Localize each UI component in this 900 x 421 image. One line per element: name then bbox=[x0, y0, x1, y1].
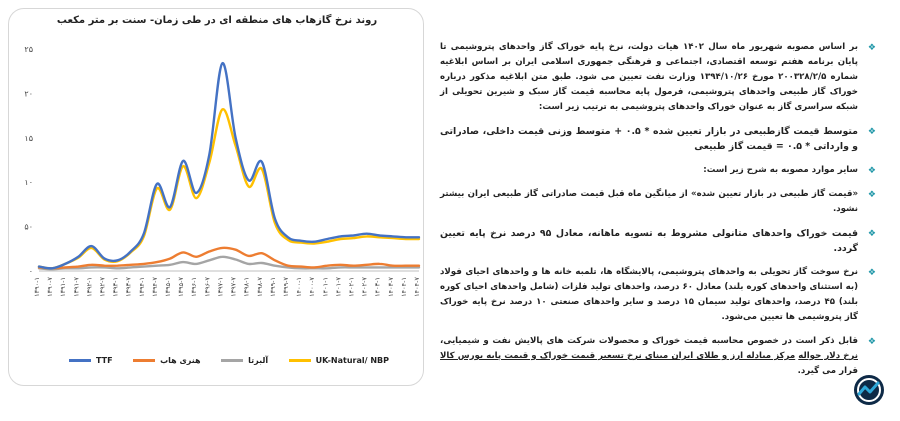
line-chart bbox=[9, 9, 425, 387]
legend-swatch-nbp bbox=[289, 359, 311, 362]
legend-item-nbp bbox=[289, 356, 389, 365]
underlined-text: مرکز مبادله ارز و طلای ایران مبنای نرخ تسعیر قیمت خوراک و قیمت پایه بورس کالا bbox=[440, 351, 796, 361]
legend-item-alberta bbox=[221, 356, 268, 365]
legend-swatch-alberta bbox=[221, 359, 243, 362]
x-tick-label: ۱۳۹۲-۱ bbox=[85, 277, 94, 297]
x-tick-label: ۱۳۹۷-۱ bbox=[216, 277, 225, 297]
x-tick-label: ۱۳۹۹-۷ bbox=[281, 277, 290, 297]
chart-title: روند نرخ گازهاب های منطقه ای در طی زمان- سنت بر متر مکعب bbox=[56, 15, 378, 26]
formula-text: متوسط قیمت گازطبیعی در بازار تعیین شده * ۰.۵ + متوسط وزنی قیمت داخلی، صادراتی و وارداتی * ۰.۵ = قیمت گاز طبیعی bbox=[440, 126, 858, 152]
x-tick-label: ۱۴۰۱-۱ bbox=[321, 277, 330, 297]
x-tick-label: ۱۳۹۷-۷ bbox=[229, 277, 238, 297]
legend-swatch-henry-hub bbox=[133, 359, 155, 362]
diamond-bullet-icon: ❖ bbox=[867, 190, 876, 200]
legend-item-ttf bbox=[69, 356, 113, 365]
paragraph-text: قابل ذکر است در خصوص محاسبه قیمت خوراک و محصولات شرکت های پالایش نفت و شیمیایی، bbox=[440, 336, 858, 346]
diamond-bullet-icon: ❖ bbox=[867, 229, 876, 239]
x-tick-label: ۱۳۹۶-۱ bbox=[190, 277, 199, 297]
paragraph-text: قیمت خوراک واحدهای متانولی مشروط به تسویه ماهانه، معادل ۹۵ درصد نرخ پایه تعیین گردد. bbox=[440, 228, 858, 254]
x-tick-label: ۱۴۰۳-۱ bbox=[373, 277, 382, 297]
chart-card bbox=[8, 8, 424, 386]
x-tick-label: ۱۳۹۱-۱ bbox=[59, 277, 68, 297]
y-tick-label: ۱۰ bbox=[24, 178, 33, 188]
legend-label-ttf: TTF bbox=[96, 356, 113, 365]
series-line-alberta bbox=[39, 257, 419, 269]
x-tick-label: ۱۳۹۱-۷ bbox=[72, 277, 81, 297]
x-tick-label: ۱۴۰۴-۷ bbox=[413, 277, 421, 297]
x-tick-label: ۱۳۹۸-۱ bbox=[242, 277, 251, 297]
paragraph-formula bbox=[440, 124, 876, 154]
paragraph-text: «قیمت گاز طبیعی در بازار تعیین شده» از میانگین ماه قبل قیمت صادراتی گاز طبیعی ایران بیشتر نشود. bbox=[440, 189, 858, 214]
paragraph-text: سایر موارد مصوبه به شرح زیر است: bbox=[703, 165, 858, 175]
legend-label-henry-hub: هنری هاب bbox=[160, 356, 201, 365]
diamond-bullet-icon: ❖ bbox=[867, 268, 876, 278]
diamond-bullet-icon: ❖ bbox=[867, 127, 876, 137]
y-tick-label: ۲۰ bbox=[24, 89, 33, 99]
company-logo-icon bbox=[853, 374, 885, 406]
y-tick-label: ۱۵ bbox=[24, 133, 33, 143]
policy-text bbox=[440, 40, 876, 388]
paragraph-text: بر اساس مصوبه شهریور ماه سال ۱۴۰۲ هیات دولت، نرخ پایه خوراک گاز واحدهای پتروشیمی تا پایان برنامه هفتم توسعه اقتصادی، اجتماعی و فرهنگی جمهوری اسلامی ایران بر اساس ابلاغیه شماره ۲۰۰۳۲۸/۲/۵ مورخ ۱۳۹۴/۱۰/۲۶ وزارت نفت تعیین می شود. طبق متن ابلاغیه مذکور درباره خوراک گاز طبیعی واحدهای پتروشیمی، فرمول پایه محاسبه قیمت گاز سبک و شیرین تحویلی از شبکه سراسری گاز به عنوان خوراک واحدهای پتروشیمی به ترتیب زیر است: bbox=[440, 42, 859, 112]
x-tick-label: ۱۴۰۲-۱ bbox=[347, 277, 356, 297]
paragraph-base-price bbox=[440, 40, 876, 115]
paragraph-other-items bbox=[440, 163, 876, 178]
x-tick-label: ۱۳۹۹-۱ bbox=[268, 277, 277, 297]
y-tick-label: ۰ bbox=[28, 267, 33, 276]
x-tick-label: ۱۳۹۵-۷ bbox=[177, 277, 186, 297]
legend-item-henry-hub bbox=[133, 356, 201, 365]
x-tick-label: ۱۳۹۵-۱ bbox=[164, 277, 173, 297]
x-tick-label: ۱۳۹۲-۷ bbox=[98, 277, 107, 297]
paragraph-text: نرخ سوخت گاز تحویلی به واحدهای پتروشیمی، پالایشگاه ها، تلمبه خانه ها و واحدهای احیای فولاد (به استثنای واحدهای کوره بلند) معادل ۶۰ درصد، واحدهای تولید فلزات (شامل واحدهای احیای کوره بلند) ۴۵ درصد، واحدهای تولید سیمان ۱۵ درصد و سایر واحدهای صنعتی ۱۰ درصد نرخ پایه خوراک گاز پتروشیمی ها تعیین می‌شود. bbox=[440, 267, 858, 322]
paragraph-methanol bbox=[440, 226, 876, 256]
x-tick-label: ۱۴۰۴-۱ bbox=[399, 277, 408, 297]
chart-legend bbox=[69, 356, 389, 365]
underlined-text: نرخ دلار حواله bbox=[798, 351, 858, 361]
legend-swatch-ttf bbox=[69, 359, 91, 362]
x-tick-label: ۱۳۹۴-۷ bbox=[150, 277, 159, 297]
legend-label-alberta: آلبرتا bbox=[248, 356, 269, 365]
x-tick-label: ۱۳۹۳-۱ bbox=[111, 277, 120, 297]
x-tick-label: ۱۳۹۰-۷ bbox=[46, 277, 55, 297]
x-tick-label: ۱۴۰۲-۷ bbox=[360, 277, 369, 297]
x-tick-label: ۱۳۹۴-۱ bbox=[137, 277, 146, 297]
x-tick-label: ۱۳۹۶-۷ bbox=[203, 277, 212, 297]
diamond-bullet-icon: ❖ bbox=[867, 337, 876, 347]
series-line-nbp bbox=[39, 109, 419, 268]
x-tick-label: ۱۴۰۰-۷ bbox=[308, 277, 317, 297]
diamond-bullet-icon: ❖ bbox=[867, 43, 876, 53]
x-tick-label: ۱۴۰۱-۷ bbox=[334, 277, 343, 297]
x-tick-label: ۱۴۰۰-۱ bbox=[295, 277, 304, 297]
x-tick-label: ۱۳۹۳-۷ bbox=[124, 277, 133, 297]
legend-label-nbp: UK-Natural/ NBP bbox=[315, 356, 389, 365]
paragraph-exchange-rate bbox=[440, 334, 876, 379]
x-tick-label: ۱۳۹۰-۱ bbox=[33, 277, 41, 297]
diamond-bullet-icon: ❖ bbox=[867, 166, 876, 176]
paragraph-fuel-rates bbox=[440, 265, 876, 325]
x-tick-label: ۱۴۰۳-۷ bbox=[386, 277, 395, 297]
paragraph-market-cap bbox=[440, 187, 876, 217]
x-tick-label: ۱۳۹۸-۷ bbox=[255, 277, 264, 297]
y-tick-label: ۵۰ bbox=[24, 222, 33, 232]
y-tick-label: ۲۵ bbox=[24, 45, 33, 54]
paragraph-text: قرار می گیرد. bbox=[797, 366, 858, 376]
